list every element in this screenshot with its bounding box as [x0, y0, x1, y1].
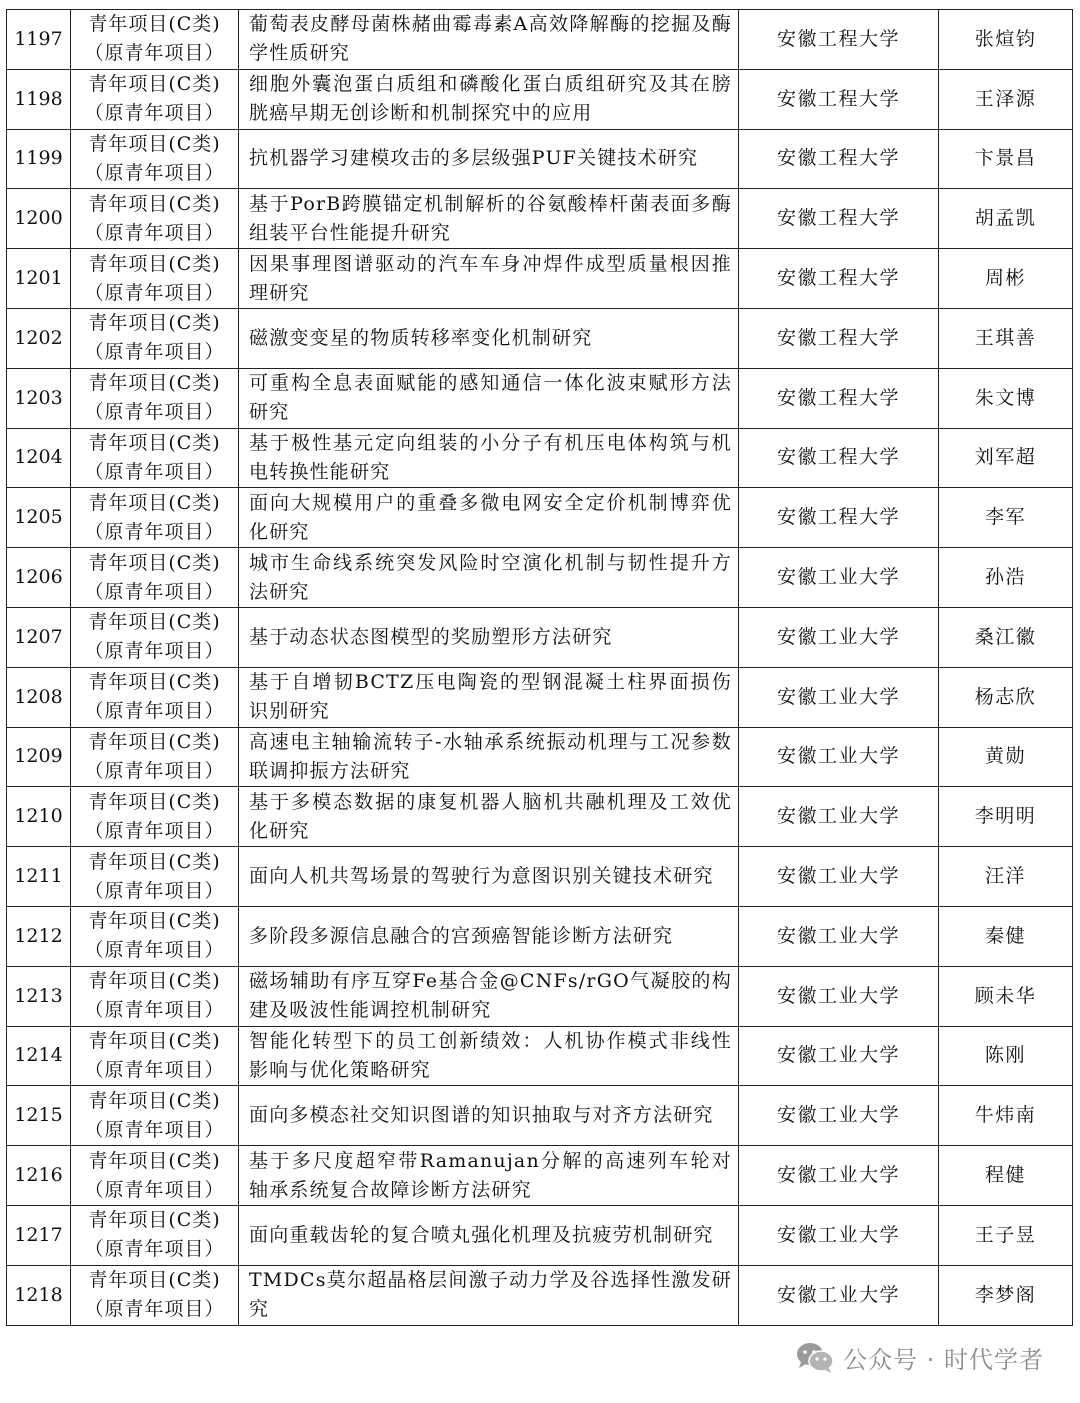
- project-type: 青年项目(C类): [88, 192, 221, 215]
- table-row: [7, 607, 1073, 667]
- project-type-cell: [71, 548, 239, 608]
- applicant-name: 秦健: [939, 906, 1073, 966]
- institution: 安徽工业大学: [739, 1265, 939, 1325]
- institution: 安徽工业大学: [739, 1086, 939, 1146]
- applicant-name: 牛炜南: [939, 1086, 1073, 1146]
- project-type-note: （原青年项目）: [84, 999, 225, 1022]
- applicant-name: 王泽源: [939, 69, 1073, 129]
- row-number: 1209: [7, 727, 71, 787]
- applicant-name: 黄勋: [939, 727, 1073, 787]
- project-type-note: （原青年项目）: [84, 580, 225, 603]
- institution: 安徽工程大学: [739, 69, 939, 129]
- project-type-note: （原青年项目）: [84, 879, 225, 902]
- project-type: 青年项目(C类): [88, 970, 221, 993]
- row-number: 1202: [7, 308, 71, 368]
- table-row: [7, 787, 1073, 847]
- project-type-note: （原青年项目）: [84, 1298, 225, 1321]
- project-type-note: （原青年项目）: [84, 819, 225, 842]
- row-number: 1205: [7, 488, 71, 548]
- wechat-icon: [795, 1341, 835, 1375]
- project-type-note: （原青年项目）: [84, 161, 225, 184]
- institution: 安徽工业大学: [739, 847, 939, 907]
- project-type: 青年项目(C类): [88, 252, 221, 275]
- project-type-cell: [71, 966, 239, 1026]
- project-type: 青年项目(C类): [88, 431, 221, 454]
- project-type-cell: [71, 1205, 239, 1265]
- table-row: [7, 488, 1073, 548]
- project-type-cell: [71, 906, 239, 966]
- project-type-cell: [71, 189, 239, 249]
- row-number: 1218: [7, 1265, 71, 1325]
- project-type-note: （原青年项目）: [84, 401, 225, 424]
- project-type-cell: [71, 667, 239, 727]
- row-number: 1210: [7, 787, 71, 847]
- project-type-note: （原青年项目）: [84, 939, 225, 962]
- project-type: 青年项目(C类): [88, 1149, 221, 1172]
- institution: 安徽工业大学: [739, 1205, 939, 1265]
- project-type-note: （原青年项目）: [84, 221, 225, 244]
- project-type: 青年项目(C类): [88, 1029, 221, 1052]
- table-row: [7, 1026, 1073, 1086]
- institution: 安徽工程大学: [739, 10, 939, 70]
- project-title: 磁激变变星的物质转移率变化机制研究: [239, 308, 739, 368]
- project-title: 基于多尺度超窄带Ramanujan分解的高速列车轮对轴承系统复合故障诊断方法研究: [239, 1146, 739, 1206]
- project-type-note: （原青年项目）: [84, 281, 225, 304]
- institution: 安徽工业大学: [739, 1146, 939, 1206]
- row-number: 1200: [7, 189, 71, 249]
- applicant-name: 顾未华: [939, 966, 1073, 1026]
- project-type-note: （原青年项目）: [84, 341, 225, 364]
- project-type-cell: [71, 1086, 239, 1146]
- project-title: 可重构全息表面赋能的感知通信一体化波束赋形方法研究: [239, 368, 739, 428]
- project-type: 青年项目(C类): [88, 730, 221, 753]
- table-row: [7, 428, 1073, 488]
- applicant-name: 刘军超: [939, 428, 1073, 488]
- applicant-name: 李梦阁: [939, 1265, 1073, 1325]
- row-number: 1208: [7, 667, 71, 727]
- project-title: 基于多模态数据的康复机器人脑机共融机理及工效优化研究: [239, 787, 739, 847]
- row-number: 1207: [7, 607, 71, 667]
- project-type: 青年项目(C类): [88, 372, 221, 395]
- applicant-name: 王琪善: [939, 308, 1073, 368]
- project-type: 青年项目(C类): [88, 312, 221, 335]
- project-type: 青年项目(C类): [88, 73, 221, 96]
- project-type-cell: [71, 488, 239, 548]
- table-row: [7, 249, 1073, 309]
- row-number: 1217: [7, 1205, 71, 1265]
- table-row: [7, 966, 1073, 1026]
- project-type-cell: [71, 129, 239, 189]
- project-type-note: （原青年项目）: [84, 1118, 225, 1141]
- watermark: [795, 1340, 1044, 1375]
- project-type-note: （原青年项目）: [84, 640, 225, 663]
- applicant-name: 孙浩: [939, 548, 1073, 608]
- project-type-note: （原青年项目）: [84, 102, 225, 125]
- project-title: 面向重载齿轮的复合喷丸强化机理及抗疲劳机制研究: [239, 1205, 739, 1265]
- project-type-cell: [71, 607, 239, 667]
- project-type-cell: [71, 1265, 239, 1325]
- project-type-cell: [71, 368, 239, 428]
- project-title: TMDCs莫尔超晶格层间激子动力学及谷选择性激发研究: [239, 1265, 739, 1325]
- table-row: [7, 548, 1073, 608]
- project-title: 抗机器学习建模攻击的多层级强PUF关键技术研究: [239, 129, 739, 189]
- project-title: 高速电主轴输流转子-水轴承系统振动机理与工况参数联调抑振方法研究: [239, 727, 739, 787]
- project-type-cell: [71, 847, 239, 907]
- project-type-note: （原青年项目）: [84, 1058, 225, 1081]
- table-row: [7, 667, 1073, 727]
- project-type: 青年项目(C类): [88, 850, 221, 873]
- table-body: [7, 10, 1073, 1326]
- project-title: 细胞外囊泡蛋白质组和磷酸化蛋白质组研究及其在膀胱癌早期无创诊断和机制探究中的应用: [239, 69, 739, 129]
- row-number: 1206: [7, 548, 71, 608]
- institution: 安徽工程大学: [739, 368, 939, 428]
- project-type-cell: [71, 787, 239, 847]
- project-title: 基于PorB跨膜锚定机制解析的谷氨酸棒杆菌表面多酶组装平台性能提升研究: [239, 189, 739, 249]
- project-type-note: （原青年项目）: [84, 1178, 225, 1201]
- institution: 安徽工程大学: [739, 428, 939, 488]
- project-type-cell: [71, 308, 239, 368]
- project-type: 青年项目(C类): [88, 790, 221, 813]
- institution: 安徽工业大学: [739, 607, 939, 667]
- project-title: 磁场辅助有序互穿Fe基合金@CNFs/rGO气凝胶的构建及吸波性能调控机制研究: [239, 966, 739, 1026]
- project-type: 青年项目(C类): [88, 13, 221, 36]
- project-table: [6, 9, 1073, 1326]
- applicant-name: 李明明: [939, 787, 1073, 847]
- project-title: 城市生命线系统突发风险时空演化机制与韧性提升方法研究: [239, 548, 739, 608]
- project-type-cell: [71, 249, 239, 309]
- applicant-name: 陈刚: [939, 1026, 1073, 1086]
- project-type: 青年项目(C类): [88, 671, 221, 694]
- applicant-name: 胡孟凯: [939, 189, 1073, 249]
- project-title: 面向人机共驾场景的驾驶行为意图识别关键技术研究: [239, 847, 739, 907]
- institution: 安徽工业大学: [739, 667, 939, 727]
- project-title: 多阶段多源信息融合的宫颈癌智能诊断方法研究: [239, 906, 739, 966]
- applicant-name: 程健: [939, 1146, 1073, 1206]
- project-type-note: （原青年项目）: [84, 42, 225, 65]
- project-type: 青年项目(C类): [88, 1269, 221, 1292]
- institution: 安徽工程大学: [739, 249, 939, 309]
- row-number: 1198: [7, 69, 71, 129]
- project-title: 智能化转型下的员工创新绩效：人机协作模式非线性影响与优化策略研究: [239, 1026, 739, 1086]
- row-number: 1197: [7, 10, 71, 70]
- project-type-cell: [71, 1026, 239, 1086]
- table-row: [7, 69, 1073, 129]
- table-row: [7, 129, 1073, 189]
- institution: 安徽工程大学: [739, 488, 939, 548]
- project-type-cell: [71, 428, 239, 488]
- applicant-name: 李军: [939, 488, 1073, 548]
- row-number: 1213: [7, 966, 71, 1026]
- row-number: 1212: [7, 906, 71, 966]
- table-row: [7, 727, 1073, 787]
- project-title: 基于动态状态图模型的奖励塑形方法研究: [239, 607, 739, 667]
- table-row: [7, 1205, 1073, 1265]
- watermark-text: 公众号 · 时代学者: [843, 1346, 1044, 1374]
- project-title: 基于自增韧BCTZ压电陶瓷的型钢混凝土柱界面损伤识别研究: [239, 667, 739, 727]
- row-number: 1214: [7, 1026, 71, 1086]
- institution: 安徽工程大学: [739, 308, 939, 368]
- project-title: 基于极性基元定向组装的小分子有机压电体构筑与机电转换性能研究: [239, 428, 739, 488]
- institution: 安徽工业大学: [739, 727, 939, 787]
- project-type: 青年项目(C类): [88, 491, 221, 514]
- table-row: [7, 308, 1073, 368]
- table-row: [7, 1265, 1073, 1325]
- table-row: [7, 368, 1073, 428]
- project-type: 青年项目(C类): [88, 910, 221, 933]
- project-type-cell: [71, 1146, 239, 1206]
- institution: 安徽工业大学: [739, 906, 939, 966]
- project-title: 葡萄表皮酵母菌株赭曲霉毒素A高效降解酶的挖掘及酶学性质研究: [239, 10, 739, 70]
- institution: 安徽工业大学: [739, 966, 939, 1026]
- institution: 安徽工程大学: [739, 189, 939, 249]
- project-type: 青年项目(C类): [88, 611, 221, 634]
- project-type: 青年项目(C类): [88, 1209, 221, 1232]
- table-row: [7, 906, 1073, 966]
- applicant-name: 王子昱: [939, 1205, 1073, 1265]
- table-row: [7, 10, 1073, 70]
- table-row: [7, 1146, 1073, 1206]
- project-type-note: （原青年项目）: [84, 759, 225, 782]
- project-type: 青年项目(C类): [88, 551, 221, 574]
- row-number: 1203: [7, 368, 71, 428]
- institution: 安徽工程大学: [739, 129, 939, 189]
- project-type: 青年项目(C类): [88, 1089, 221, 1112]
- institution: 安徽工业大学: [739, 1026, 939, 1086]
- applicant-name: 朱文博: [939, 368, 1073, 428]
- table-row: [7, 847, 1073, 907]
- applicant-name: 张煊钧: [939, 10, 1073, 70]
- table-row: [7, 1086, 1073, 1146]
- row-number: 1199: [7, 129, 71, 189]
- applicant-name: 周彬: [939, 249, 1073, 309]
- table-row: [7, 189, 1073, 249]
- project-title: 因果事理图谱驱动的汽车车身冲焊件成型质量根因推理研究: [239, 249, 739, 309]
- project-title: 面向多模态社交知识图谱的知识抽取与对齐方法研究: [239, 1086, 739, 1146]
- applicant-name: 卞景昌: [939, 129, 1073, 189]
- project-type-cell: [71, 69, 239, 129]
- row-number: 1215: [7, 1086, 71, 1146]
- project-type-cell: [71, 727, 239, 787]
- project-type-cell: [71, 10, 239, 70]
- project-type-note: （原青年项目）: [84, 460, 225, 483]
- institution: 安徽工业大学: [739, 548, 939, 608]
- row-number: 1211: [7, 847, 71, 907]
- row-number: 1201: [7, 249, 71, 309]
- project-type-note: （原青年项目）: [84, 700, 225, 723]
- project-title: 面向大规模用户的重叠多微电网安全定价机制博弈优化研究: [239, 488, 739, 548]
- applicant-name: 桑江徽: [939, 607, 1073, 667]
- applicant-name: 杨志欣: [939, 667, 1073, 727]
- project-type-note: （原青年项目）: [84, 520, 225, 543]
- row-number: 1204: [7, 428, 71, 488]
- row-number: 1216: [7, 1146, 71, 1206]
- project-type: 青年项目(C类): [88, 132, 221, 155]
- institution: 安徽工业大学: [739, 787, 939, 847]
- applicant-name: 汪洋: [939, 847, 1073, 907]
- project-type-note: （原青年项目）: [84, 1238, 225, 1261]
